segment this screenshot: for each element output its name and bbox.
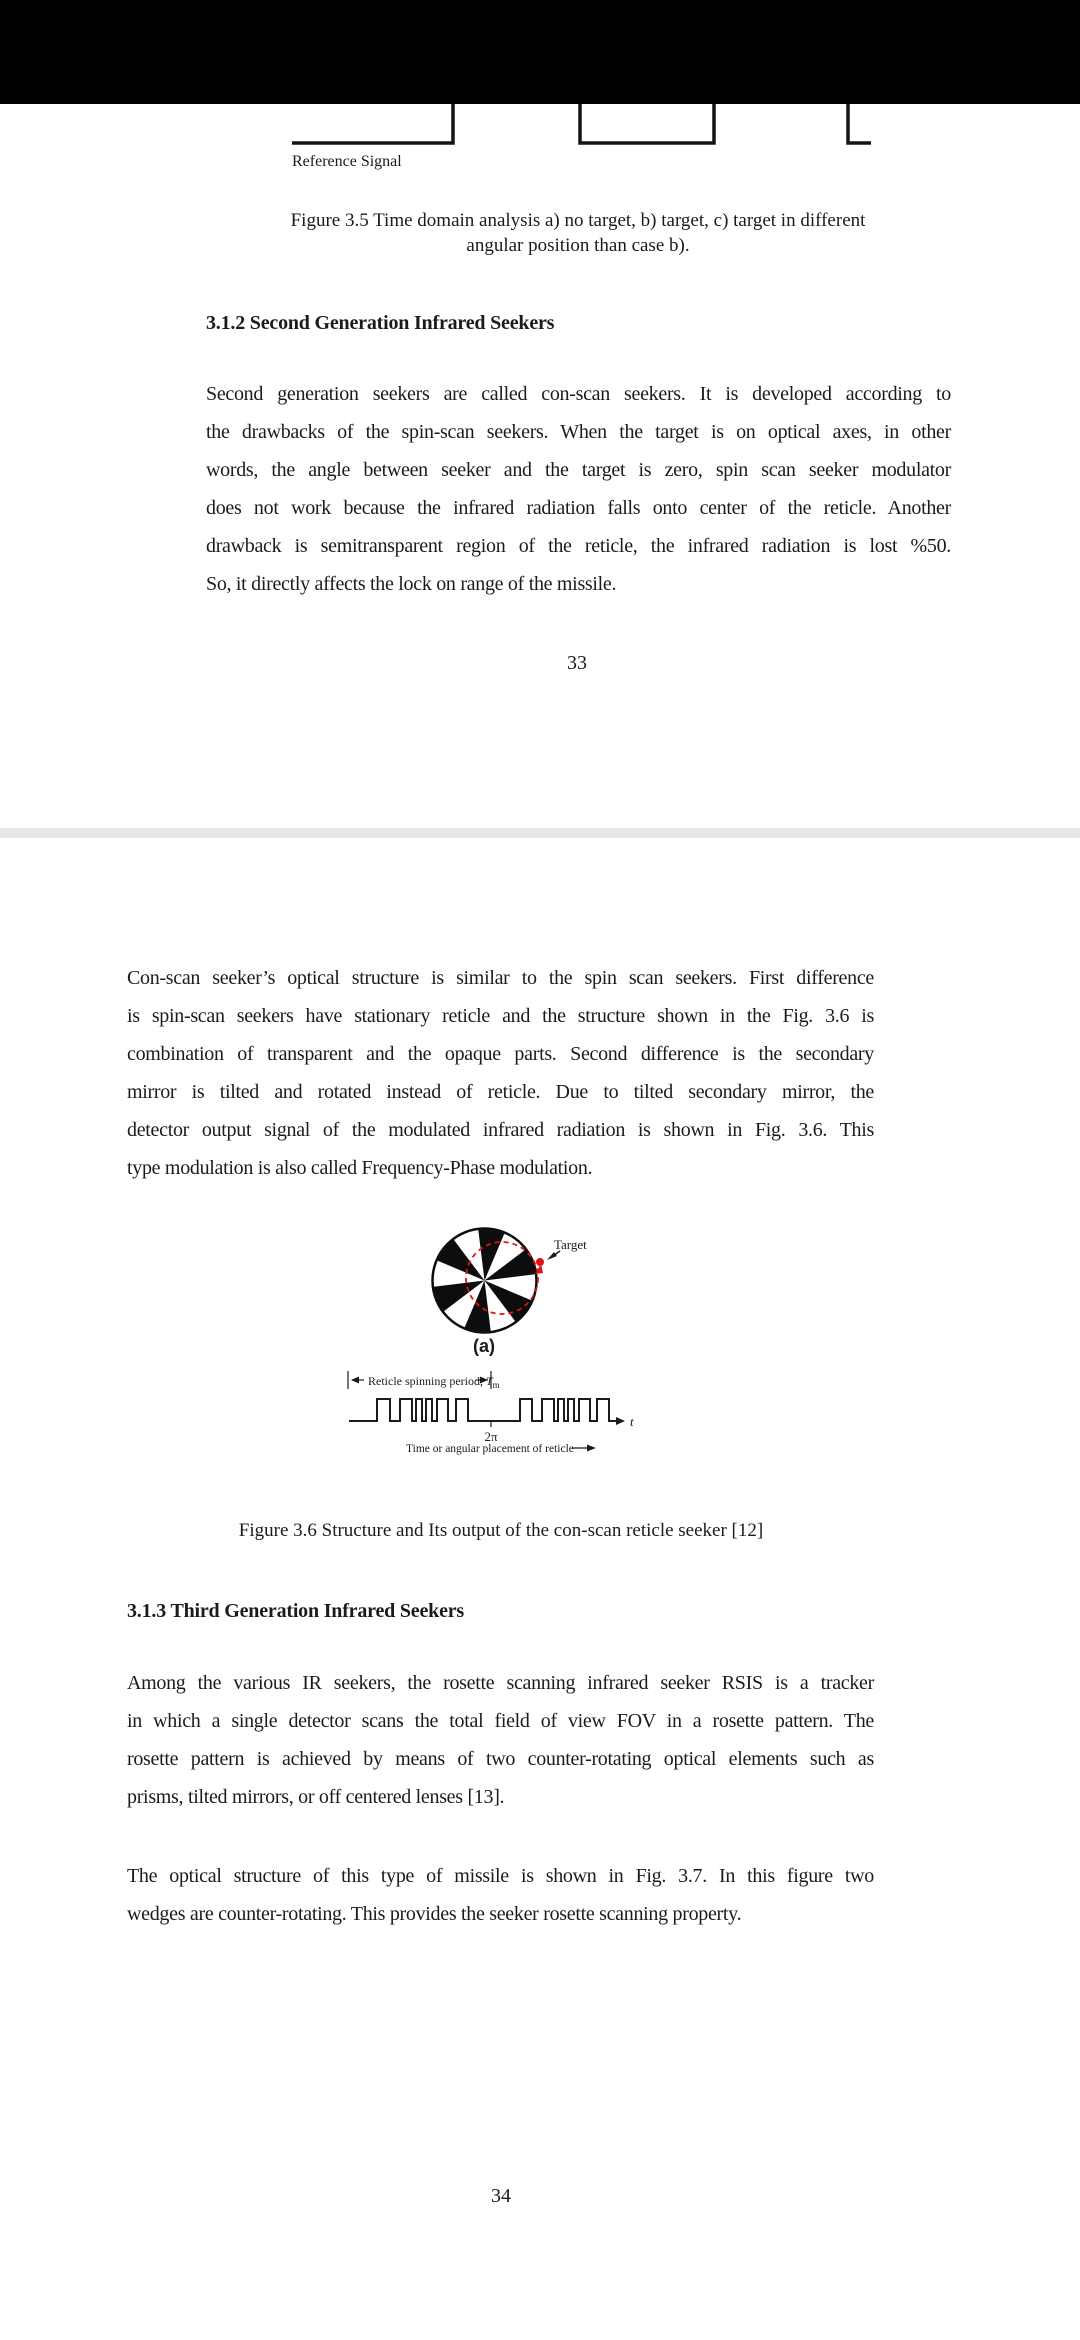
paragraph-line: prisms, tilted mirrors, or off centered lenses [13].: [127, 1786, 505, 1808]
square-wave-trace: [292, 103, 871, 143]
paragraph-line: Among the various IR seekers, the rosette scanning infrared seeker RSIS is a tracker: [127, 1672, 874, 1694]
sublabel-a: (a): [473, 1336, 495, 1356]
target-label: Target: [554, 1237, 587, 1252]
page-number-33: 33: [567, 652, 587, 674]
figure-3-6-waveform: [330, 1365, 650, 1460]
page-34-paragraph-2: [127, 1664, 874, 1816]
section-3-1-3-heading: 3.1.3 Third Generation Infrared Seekers: [127, 1600, 465, 1622]
paragraph-line: Con-scan seeker’s optical structure is similar to the spin scan seekers. First difference: [127, 967, 874, 989]
figure-3-6-caption: Figure 3.6 Structure and Its output of the con-scan reticle seeker [12]: [238, 1520, 764, 1541]
paragraph-line: words, the angle between seeker and the target is zero, spin scan seeker modulator: [206, 459, 951, 481]
target-dot: [536, 1258, 544, 1266]
paragraph-line: type modulation is also called Frequency-Phase modulation.: [127, 1157, 593, 1179]
paragraph-line: combination of transparent and the opaque parts. Second difference is the secondary: [127, 1043, 874, 1065]
two-pi-label: 2π: [484, 1429, 498, 1444]
reticle-wheel: [434, 1230, 535, 1332]
paragraph-line: wedges are counter-rotating. This provides the seeker rosette scanning property.: [127, 1903, 742, 1925]
period-label: Reticle spinning period, $T_m$: [368, 1374, 500, 1390]
reference-signal-label: Reference Signal: [292, 153, 402, 170]
x-axis-label: Time or angular placement of reticle: [406, 1443, 574, 1455]
figure-3-6-reticle: [415, 1218, 635, 1363]
paragraph-line: the drawbacks of the spin-scan seekers. When the target is on optical axes, in other: [206, 421, 951, 443]
x-axis-label-arrowhead: [587, 1445, 596, 1452]
paragraph-line: rosette pattern is achieved by means of two counter-rotating optical elements such as: [127, 1748, 874, 1770]
section-3-1-2-heading: 3.1.2 Second Generation Infrared Seekers: [206, 312, 555, 334]
paragraph-line: drawback is semitransparent region of the reticle, the infrared radiation is lost %50.: [206, 535, 951, 557]
time-axis-arrowhead: [616, 1417, 625, 1425]
page-number-34: 34: [491, 2185, 511, 2207]
page-divider: [0, 828, 1080, 838]
figure-3-5-caption-line1: Figure 3.5 Time domain analysis a) no target, b) target, c) target in different: [290, 210, 866, 231]
paragraph-line: Second generation seekers are called con-scan seekers. It is developed according to: [206, 383, 951, 405]
page-34-paragraph-1: [127, 959, 874, 1187]
paragraph-line: The optical structure of this type of missile is shown in Fig. 3.7. In this figure two: [127, 1865, 874, 1887]
paragraph-line: So, it directly affects the lock on range of the missile.: [206, 573, 617, 595]
paragraph-line: in which a single detector scans the total field of view FOV in a rosette pattern. The: [127, 1710, 874, 1732]
top-black-bar: [0, 0, 1080, 104]
figure-3-5-caption-line2: angular position than case b).: [466, 235, 690, 256]
paragraph-line: detector output signal of the modulated infrared radiation is shown in Fig. 3.6. This: [127, 1119, 874, 1141]
page-34-paragraph-3: [127, 1857, 874, 1933]
page-33-paragraph: [206, 375, 951, 603]
paragraph-line: does not work because the infrared radiation falls onto center of the reticle. Another: [206, 497, 951, 519]
paragraph-line: mirror is tilted and rotated instead of reticle. Due to tilted secondary mirror, the: [127, 1081, 874, 1103]
time-axis-symbol: t: [630, 1414, 634, 1429]
period-arrowhead-left: [351, 1377, 359, 1384]
target-pointer-arrowhead: [547, 1252, 557, 1260]
pulse-train-trace: [349, 1399, 617, 1421]
paragraph-line: is spin-scan seekers have stationary reticle and the structure shown in the Fig. 3.6 is: [127, 1005, 874, 1027]
figure-3-5-caption: [291, 208, 866, 258]
